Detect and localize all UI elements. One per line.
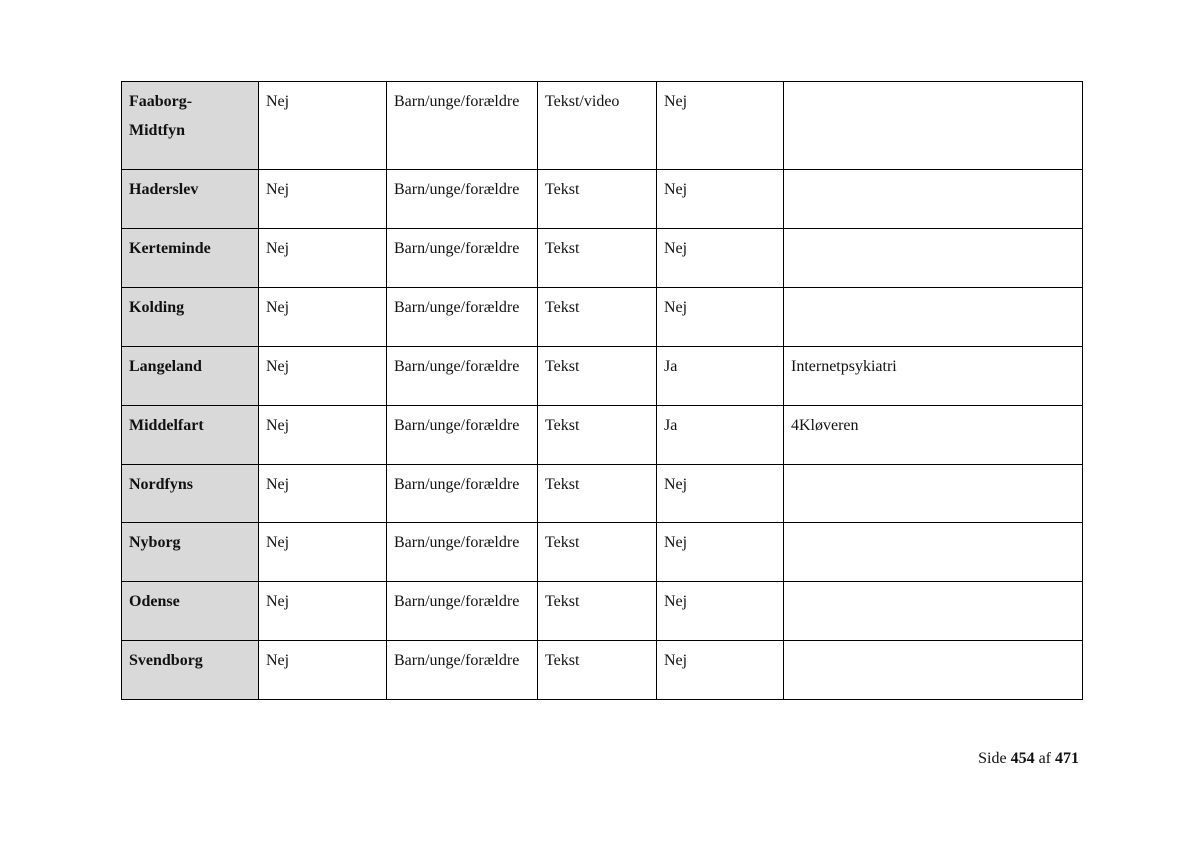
answer-cell-text: Nej — [266, 593, 290, 610]
kommune-cell — [122, 82, 259, 170]
answer-cell — [259, 523, 387, 582]
page-footer — [978, 750, 1079, 768]
kommune-cell-text: Langeland — [129, 358, 202, 375]
answer-cell — [259, 229, 387, 288]
kommune-cell-text: Kerteminde — [129, 240, 211, 257]
format-cell-text: Tekst — [545, 181, 580, 198]
footer-middle: af — [1038, 750, 1051, 767]
table-row — [122, 465, 1083, 523]
format-cell — [538, 523, 657, 582]
kommune-cell — [122, 288, 259, 347]
answer-cell-text: Nej — [266, 652, 290, 669]
offer-cell-text: Nej — [664, 93, 688, 110]
table-row — [122, 82, 1083, 170]
offer-name-cell — [784, 523, 1083, 582]
offer-cell-text: Nej — [664, 299, 688, 316]
answer-cell — [259, 465, 387, 523]
offer-name-cell — [784, 229, 1083, 288]
answer-cell — [259, 82, 387, 170]
target-group-cell — [387, 582, 538, 641]
offer-cell-text: Nej — [664, 534, 688, 551]
kommune-cell-text: Odense — [129, 593, 180, 610]
table-row — [122, 582, 1083, 641]
offer-cell-text: Nej — [664, 652, 688, 669]
target-group-cell — [387, 82, 538, 170]
format-cell-text: Tekst/video — [545, 93, 620, 110]
offer-cell-text: Nej — [664, 593, 688, 610]
table-row — [122, 523, 1083, 582]
kommune-cell-text: Nordfyns — [129, 476, 194, 493]
offer-cell — [657, 170, 784, 229]
format-cell-text: Tekst — [545, 593, 580, 610]
answer-cell — [259, 288, 387, 347]
answer-cell — [259, 641, 387, 700]
answer-cell — [259, 170, 387, 229]
offer-cell — [657, 82, 784, 170]
target-group-cell — [387, 288, 538, 347]
offer-name-cell — [784, 288, 1083, 347]
target-group-cell-text: Barn/unge/forældre — [394, 358, 520, 375]
offer-cell — [657, 288, 784, 347]
footer-total-pages: 471 — [1055, 750, 1079, 767]
format-cell-text: Tekst — [545, 534, 580, 551]
format-cell-text: Tekst — [545, 476, 580, 493]
offer-cell-text: Nej — [664, 181, 688, 198]
target-group-cell — [387, 170, 538, 229]
footer-prefix: Side — [978, 750, 1007, 767]
target-group-cell — [387, 229, 538, 288]
offer-cell — [657, 465, 784, 523]
answer-cell-text: Nej — [266, 299, 290, 316]
target-group-cell-text: Barn/unge/forældre — [394, 240, 520, 257]
answer-cell-text: Nej — [266, 181, 290, 198]
kommune-cell — [122, 347, 259, 406]
table-row — [122, 641, 1083, 700]
kommune-cell-text: Kolding — [129, 299, 185, 316]
target-group-cell-text: Barn/unge/forældre — [394, 652, 520, 669]
table-row — [122, 288, 1083, 347]
kommune-cell — [122, 465, 259, 523]
table-row — [122, 406, 1083, 465]
offer-name-cell — [784, 170, 1083, 229]
kommune-cell — [122, 170, 259, 229]
answer-cell-text: Nej — [266, 240, 290, 257]
kommune-cell — [122, 641, 259, 700]
offer-name-cell-text: Internetpsykiatri — [791, 358, 897, 375]
kommune-cell — [122, 523, 259, 582]
kommune-cell-text: Faaborg- Midtfyn — [129, 93, 193, 139]
offer-cell — [657, 347, 784, 406]
target-group-cell — [387, 406, 538, 465]
kommune-cell-text: Middelfart — [129, 417, 204, 434]
offer-cell — [657, 582, 784, 641]
offer-name-cell — [784, 82, 1083, 170]
format-cell — [538, 465, 657, 523]
kommune-cell-text: Svendborg — [129, 652, 203, 669]
format-cell — [538, 82, 657, 170]
offer-cell — [657, 641, 784, 700]
offer-cell-text: Nej — [664, 240, 688, 257]
answer-cell-text: Nej — [266, 93, 290, 110]
kommune-cell — [122, 406, 259, 465]
offer-cell — [657, 523, 784, 582]
offer-name-cell-text: 4Kløveren — [791, 417, 859, 434]
table-row — [122, 347, 1083, 406]
format-cell — [538, 641, 657, 700]
target-group-cell-text: Barn/unge/forældre — [394, 181, 520, 198]
answer-cell — [259, 406, 387, 465]
format-cell-text: Tekst — [545, 358, 580, 375]
target-group-cell-text: Barn/unge/forældre — [394, 534, 520, 551]
kommune-cell — [122, 582, 259, 641]
target-group-cell — [387, 347, 538, 406]
answer-cell-text: Nej — [266, 417, 290, 434]
answer-cell-text: Nej — [266, 476, 290, 493]
kommune-cell-text: Haderslev — [129, 181, 199, 198]
table-row — [122, 170, 1083, 229]
kommune-cell-text: Nyborg — [129, 534, 181, 551]
target-group-cell-text: Barn/unge/forældre — [394, 299, 520, 316]
offer-name-cell — [784, 406, 1083, 465]
format-cell-text: Tekst — [545, 299, 580, 316]
offer-name-cell — [784, 582, 1083, 641]
target-group-cell — [387, 523, 538, 582]
offer-cell — [657, 229, 784, 288]
table-body — [122, 82, 1083, 700]
format-cell — [538, 170, 657, 229]
offer-cell-text: Nej — [664, 476, 688, 493]
offer-cell — [657, 406, 784, 465]
target-group-cell-text: Barn/unge/forældre — [394, 476, 520, 493]
target-group-cell — [387, 641, 538, 700]
target-group-cell-text: Barn/unge/forældre — [394, 417, 520, 434]
answer-cell — [259, 582, 387, 641]
format-cell — [538, 582, 657, 641]
footer-page-number: 454 — [1010, 750, 1035, 767]
target-group-cell-text: Barn/unge/forældre — [394, 593, 520, 610]
format-cell — [538, 347, 657, 406]
offer-name-cell — [784, 465, 1083, 523]
format-cell-text: Tekst — [545, 417, 580, 434]
format-cell-text: Tekst — [545, 240, 580, 257]
offer-name-cell — [784, 347, 1083, 406]
format-cell — [538, 229, 657, 288]
answer-cell-text: Nej — [266, 358, 290, 375]
format-cell — [538, 288, 657, 347]
answer-cell-text: Nej — [266, 534, 290, 551]
format-cell — [538, 406, 657, 465]
answer-cell — [259, 347, 387, 406]
municipality-table — [121, 81, 1083, 700]
offer-cell-text: Ja — [664, 417, 678, 434]
table-row — [122, 229, 1083, 288]
kommune-cell — [122, 229, 259, 288]
offer-cell-text: Ja — [664, 358, 678, 375]
offer-name-cell — [784, 641, 1083, 700]
target-group-cell-text: Barn/unge/forældre — [394, 93, 520, 110]
target-group-cell — [387, 465, 538, 523]
format-cell-text: Tekst — [545, 652, 580, 669]
